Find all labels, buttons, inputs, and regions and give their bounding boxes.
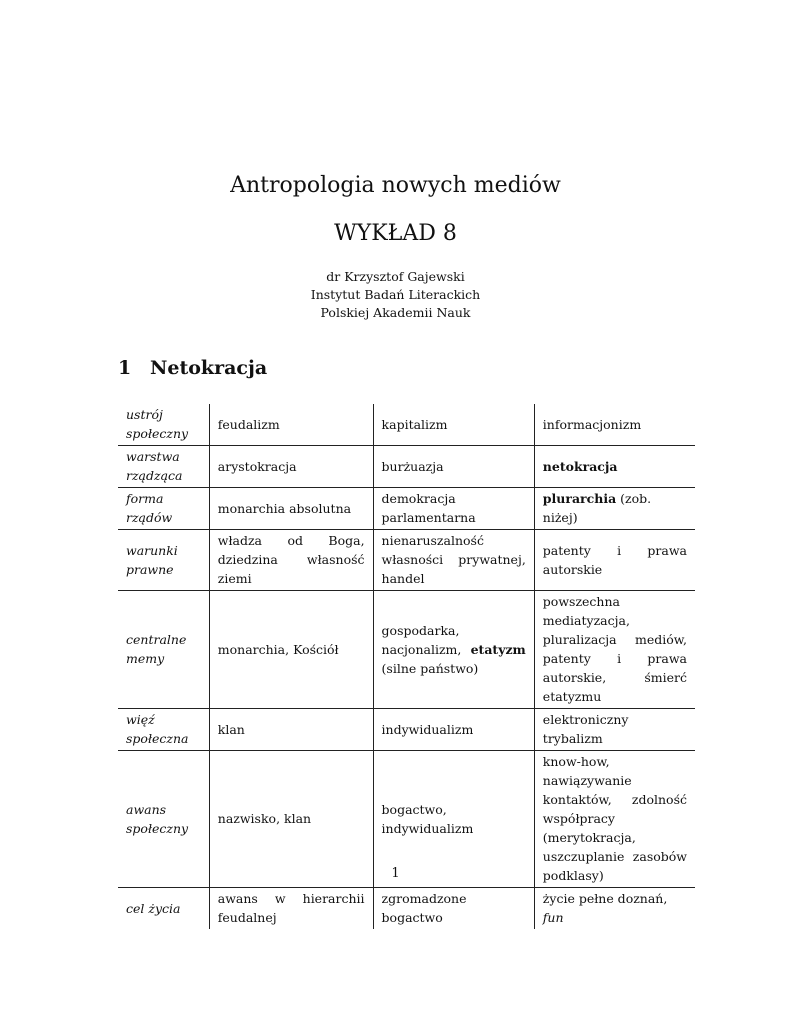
row-label: więź społeczna bbox=[118, 709, 209, 751]
row-label: warunki prawne bbox=[118, 530, 209, 591]
cell-capitalism: zgromadzone bogactwo bbox=[373, 888, 534, 930]
cell-informationism: elektroniczny trybalizm bbox=[534, 709, 695, 751]
cell-informationism bbox=[534, 888, 695, 930]
table-row bbox=[118, 488, 695, 530]
table-row bbox=[118, 709, 695, 751]
cell-text: (zob. niżej) bbox=[542, 491, 652, 525]
cell-text: (silne państwo) bbox=[381, 660, 479, 676]
row-label: awans społeczny bbox=[118, 751, 209, 888]
cell-capitalism: demokracja parlamentarna bbox=[373, 488, 534, 530]
cell-text: gospodarka, nacjonalizm, bbox=[381, 622, 471, 657]
cell-informationism bbox=[534, 488, 695, 530]
institute-line-1: Instytut Badań Literackich bbox=[310, 287, 481, 302]
section-number: 1 bbox=[118, 357, 132, 379]
page-number: 1 bbox=[391, 866, 400, 881]
cell-capitalism: burżuazja bbox=[373, 446, 534, 488]
cell-capitalism: kapitalizm bbox=[373, 404, 534, 446]
lecture-heading: WYKŁAD 8 bbox=[334, 221, 457, 246]
cell-informationism: know-how, nawiązywanie kontaktów, zdolność współpracy (merytokracja, uszczuplanie zasobów podklasy) bbox=[534, 751, 695, 888]
cell-feudalism: arystokracja bbox=[209, 446, 373, 488]
section-title: Netokracja bbox=[150, 357, 268, 379]
cell-feudalism: feudalizm bbox=[209, 404, 373, 446]
cell-informationism: powszechna mediatyzacja, pluralizacja mediów, patenty i prawa autorskie, śmierć etatyzmu bbox=[534, 591, 695, 709]
cell-feudalism: monarchia absolutna bbox=[209, 488, 373, 530]
comparison-table bbox=[118, 404, 695, 929]
document-title: Antropologia nowych mediów bbox=[230, 173, 561, 198]
cell-informationism: netokracja bbox=[534, 446, 695, 488]
author-name: dr Krzysztof Gajewski bbox=[326, 269, 465, 284]
table-row bbox=[118, 888, 695, 930]
cell-feudalism: klan bbox=[209, 709, 373, 751]
row-label: warstwa rządząca bbox=[118, 446, 209, 488]
row-label: centralne memy bbox=[118, 591, 209, 709]
table-row bbox=[118, 530, 695, 591]
cell-feudalism: awans w hierarchii feudalnej bbox=[209, 888, 373, 930]
cell-text: życie pełne doznań, bbox=[542, 891, 668, 906]
bold-term: etatyzm bbox=[470, 641, 526, 657]
row-label: forma rządów bbox=[118, 488, 209, 530]
row-label: cel życia bbox=[126, 900, 181, 916]
cell-capitalism: bogactwo, indywidualizm bbox=[373, 751, 534, 888]
cell-informationism: patenty i prawa autorskie bbox=[534, 530, 695, 591]
cell-capitalism: nienaruszalność własności prywatnej, handel bbox=[373, 530, 534, 591]
table-row bbox=[118, 404, 695, 446]
cell-informationism: informacjonizm bbox=[534, 404, 695, 446]
table-row bbox=[118, 591, 695, 709]
italic-term: fun bbox=[542, 910, 564, 925]
cell-capitalism: indywidualizm bbox=[373, 709, 534, 751]
table-row bbox=[118, 446, 695, 488]
cell-feudalism: nazwisko, klan bbox=[209, 751, 373, 888]
bold-term: plurarchia bbox=[542, 491, 617, 506]
section-heading bbox=[118, 356, 267, 380]
author-block bbox=[0, 268, 791, 322]
cell-feudalism: monarchia, Kościół bbox=[209, 591, 373, 709]
cell-capitalism bbox=[373, 591, 534, 709]
row-label: ustrój społeczny bbox=[118, 404, 209, 446]
cell-feudalism: władza od Boga, dziedzina własność ziemi bbox=[209, 530, 373, 591]
institute-line-2: Polskiej Akademii Nauk bbox=[320, 305, 471, 320]
